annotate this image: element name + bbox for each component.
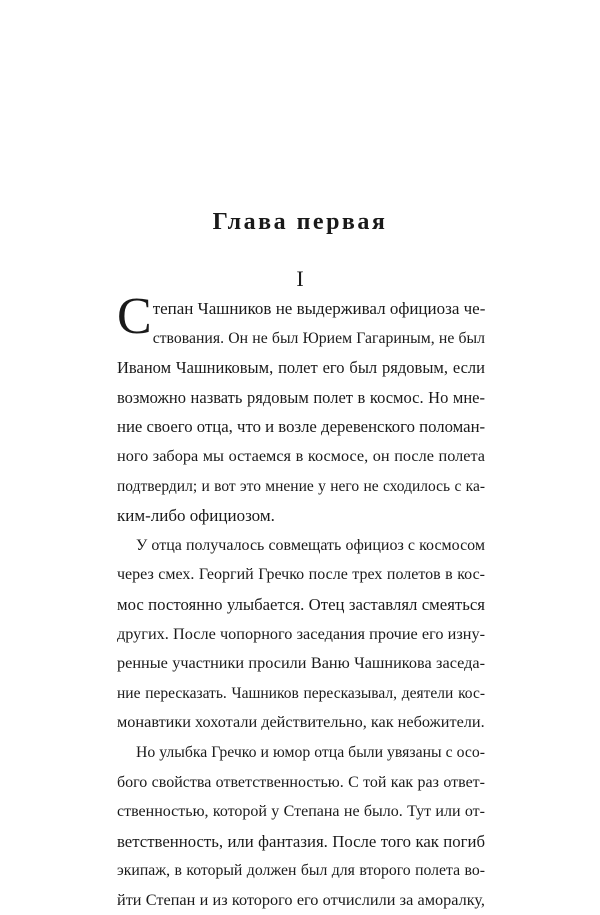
- text-line: Но улыбка Гречко и юмор отца были увязаны с осо-: [136, 743, 485, 761]
- text-line: ственностью, которой у Степана не было. Тут или от-: [117, 803, 485, 821]
- text-line: возможно назвать рядовым полет в космос. Но мне-: [117, 387, 485, 407]
- text-line: У отца получалось совмещать официоз с космосом: [136, 536, 485, 554]
- text-line: ренные участники просили Ваню Чашникова заседа-: [117, 654, 485, 673]
- drop-cap-letter: С: [117, 288, 152, 345]
- section-number: I: [296, 266, 304, 291]
- text-line: Иваном Чашниковым, полет его был рядовым, если: [117, 358, 485, 378]
- text-line: мос постоянно улыбается. Отец заставлял смеяться: [117, 594, 485, 614]
- text-line: подтвердил; и вот это мнение у него не сходилось с ка-: [117, 477, 485, 495]
- text-line: через смех. Георгий Гречко после трех полетов в кос-: [117, 566, 485, 584]
- text-line: других. После чопорного заседания прочие его изну-: [117, 624, 485, 643]
- text-line: йти Степан и из которого его отчислили за аморалку,: [117, 890, 485, 909]
- text-line: бого свойства ответственностью. С той как раз ответ-: [117, 773, 485, 791]
- text-line: ветственность, или фантазия. После того как погиб: [117, 831, 485, 851]
- text-line: ние своего отца, что и возле деревенского поломан-: [117, 417, 486, 437]
- chapter-title: Глава первая: [212, 209, 388, 235]
- text-line: ние пересказать. Чашников пересказывал, деятели кос-: [117, 684, 485, 702]
- text-line: ствования. Он не был Юрием Гагариным, не был: [152, 329, 485, 347]
- text-line: тепан Чашников не выдерживал официоза че-: [152, 299, 486, 318]
- body-text: [117, 288, 486, 915]
- text-line: ким-либо официозом.: [117, 506, 275, 526]
- text-line: ного забора мы остаемся в космосе, он после полета: [117, 446, 485, 465]
- text-line: экипаж, в который должен был для второго полета во-: [117, 862, 485, 880]
- text-line: монавтики хохотали действительно, как небожители.: [117, 713, 485, 732]
